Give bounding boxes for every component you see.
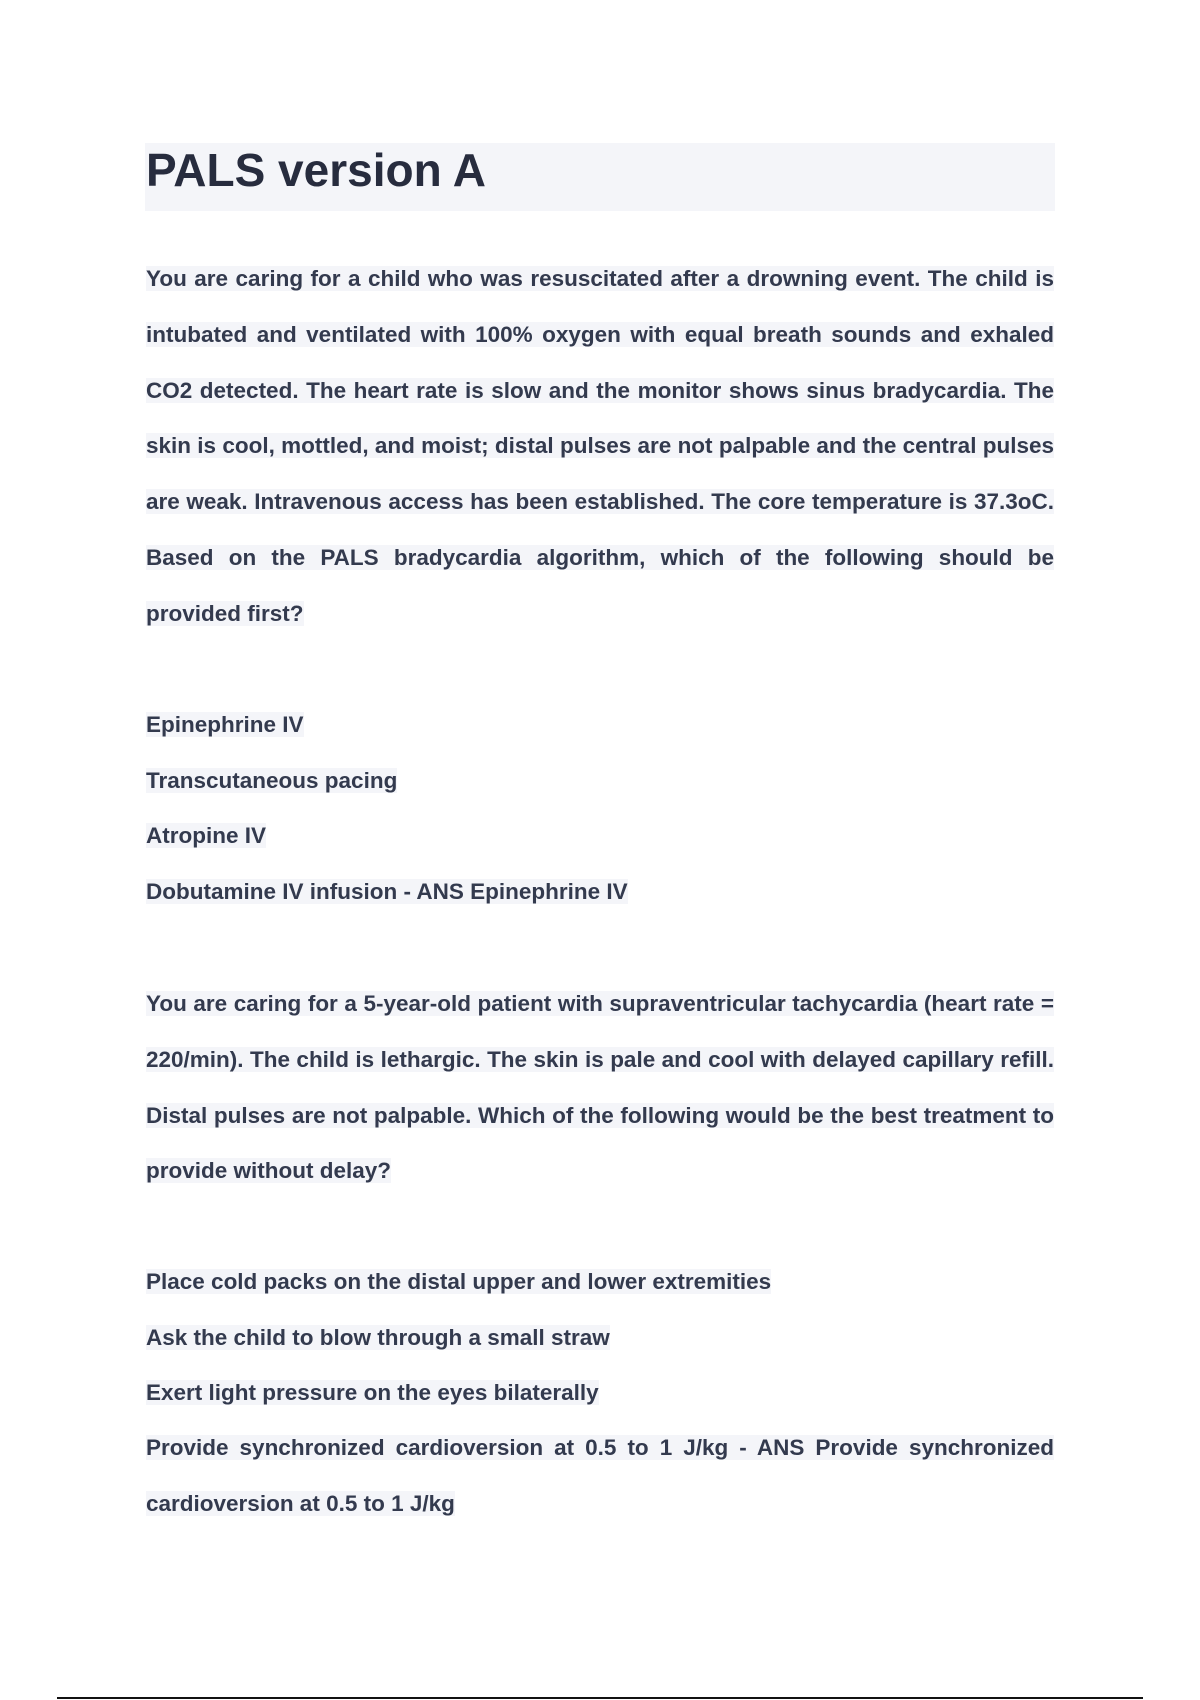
- question-1-option: [146, 808, 1054, 864]
- question-2-stem: [146, 976, 1054, 1199]
- question-1-options: [146, 697, 1054, 919]
- question-2-stem-text: You are caring for a 5-year-old patient with supraventricular tachycardia (heart rate = 220/min). The child is lethargic. The skin is pale and cool with delayed capillary refill. Distal pulses are not palpable. Which of the following would be the best treatment to provide without delay?: [146, 991, 1054, 1184]
- question-2-options: [146, 1254, 1054, 1421]
- option-label: Ask the child to blow through a small straw: [146, 1324, 610, 1350]
- question-1-option: [146, 753, 1054, 809]
- question-1-option: [146, 697, 1054, 753]
- question-2-option: [146, 1254, 1054, 1310]
- question-1-option-answer: [146, 864, 1054, 920]
- option-label: Atropine IV: [146, 823, 267, 848]
- question-2-option: [146, 1365, 1054, 1421]
- question-1-stem: [146, 251, 1054, 642]
- question-2-option: [146, 1310, 1054, 1366]
- option-label: Exert light pressure on the eyes bilaterally: [146, 1380, 599, 1405]
- option-label: Place cold packs on the distal upper and lower extremities: [146, 1269, 772, 1294]
- option-label: Transcutaneous pacing: [146, 767, 398, 793]
- page-title: PALS version A: [146, 144, 486, 196]
- option-label: Epinephrine IV: [146, 712, 304, 737]
- page-bottom-divider: [57, 1697, 1143, 1699]
- question-2-option-answer: [146, 1420, 1054, 1531]
- option-label: Provide synchronized cardioversion at 0.5 to 1 J/kg - ANS Provide synchronized cardioversion at 0.5 to 1 J/kg: [146, 1435, 1054, 1516]
- option-label: Dobutamine IV infusion - ANS Epinephrine IV: [146, 878, 628, 904]
- question-1-stem-text: You are caring for a child who was resuscitated after a drowning event. The child is intubated and ventilated with 100% oxygen with equal breath sounds and exhaled CO2 detected. The heart rate is slow and the monitor shows sinus bradycardia. The skin is cool, mottled, and moist; distal pulses are not palpable and the central pulses are weak. Intravenous access has been established. The core temperature is 37.3oC. Based on the PALS bradycardia algorithm, which of the following should be provided first?: [146, 266, 1054, 626]
